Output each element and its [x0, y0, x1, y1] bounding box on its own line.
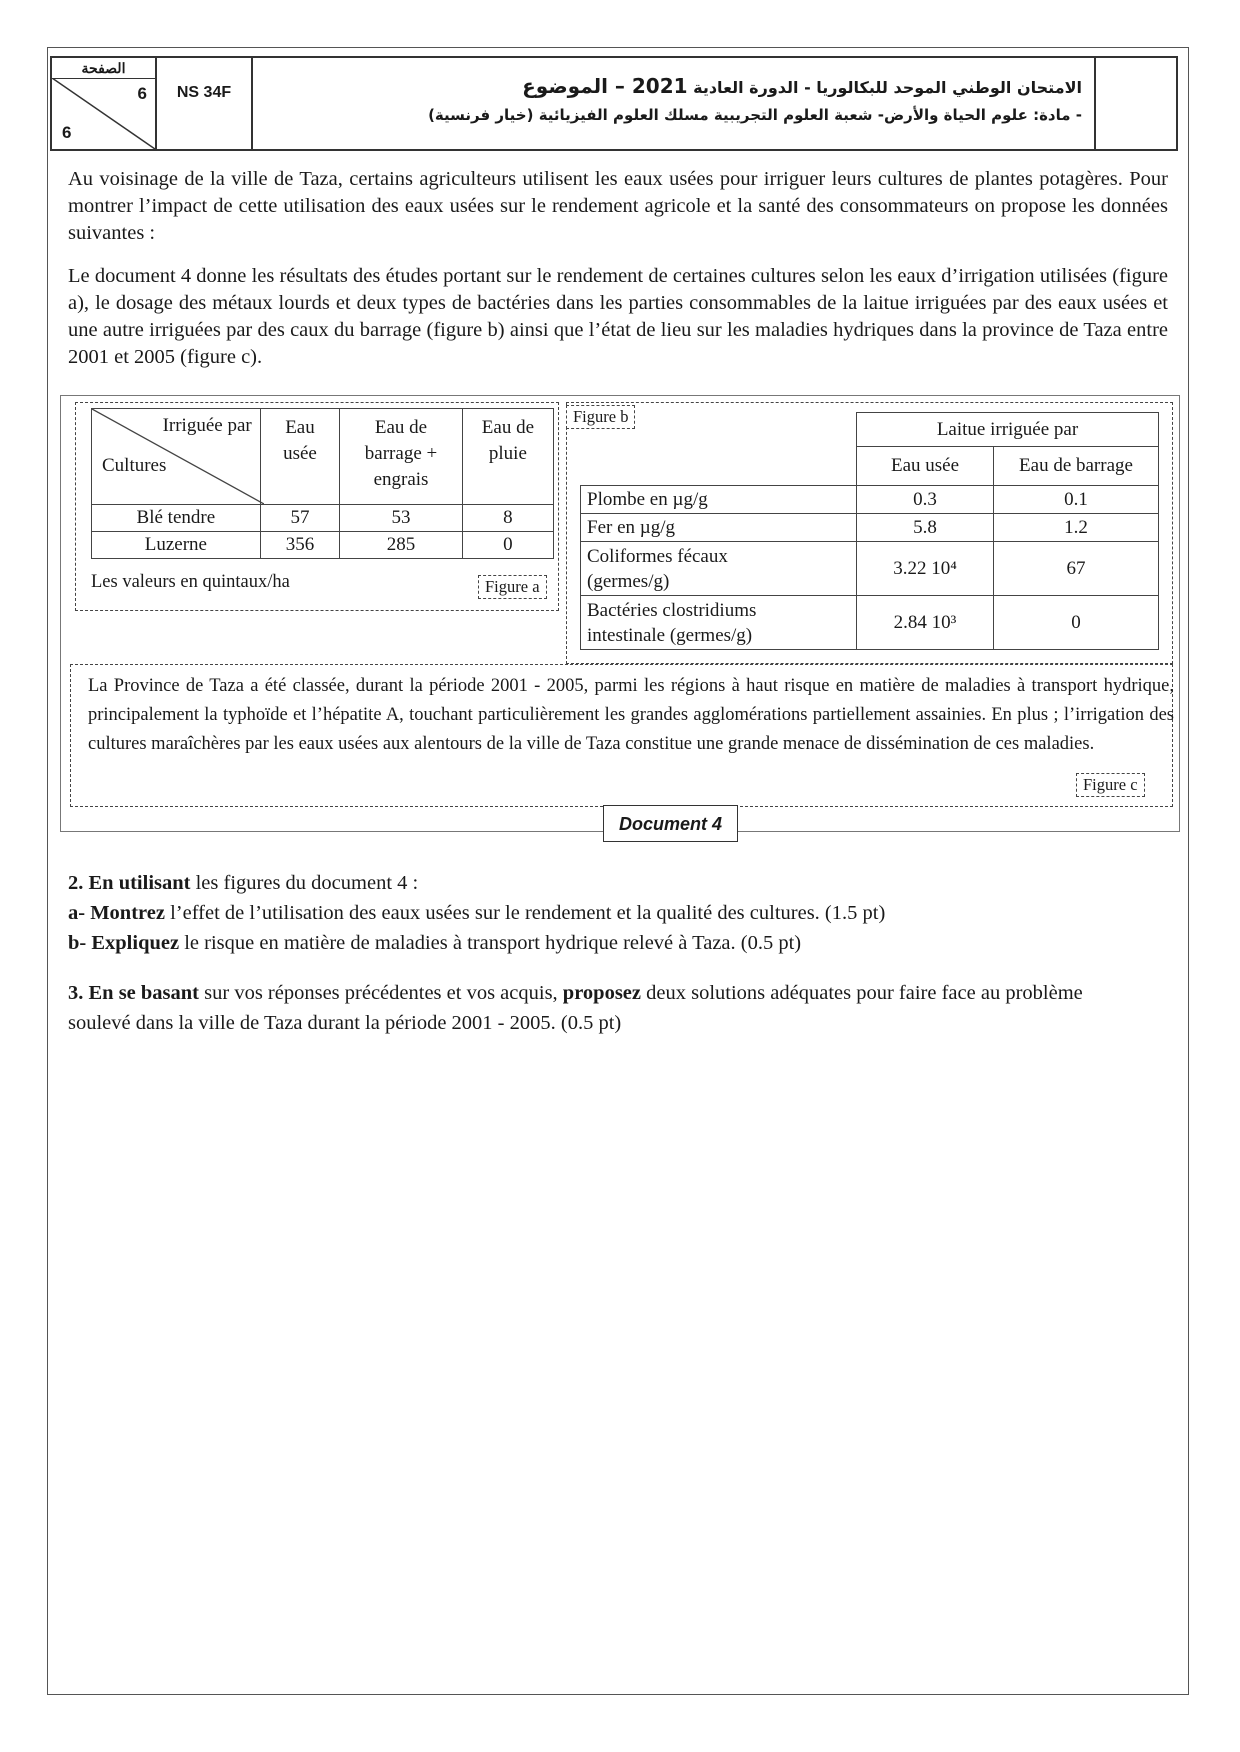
table-row	[92, 505, 554, 532]
figure-b-table	[580, 412, 1159, 650]
exam-title-line2: - مادة: علوم الحياة والأرض- شعبة العلوم التجريبية مسلك العلوم الفيزيائية (خيار فرنسية)	[428, 106, 1082, 124]
row-name: Plombe en µg/g	[581, 486, 857, 514]
figure-a-label: Figure a	[478, 575, 547, 599]
cell-value: 0	[994, 596, 1159, 650]
intro-paragraph-1: Au voisinage de la ville de Taza, certains agriculteurs utilisent les eaux usées pour irriguer leurs cultures de plantes potagères. Pour montrer l’impact de cette utilisation des eaux usées sur le rendement agricole et la santé des consommateurs on propose les données suivantes :	[68, 168, 1168, 244]
question-2a: a- Montrez l’effet de l’utilisation des eaux usées sur le rendement et la qualité des cultures. (1.5 pt)	[68, 902, 886, 924]
cell-value: 67	[994, 542, 1159, 596]
figure-b-label: Figure b	[566, 405, 635, 429]
header-blank-cell	[1096, 58, 1176, 149]
col-header: Eau de barrage + engrais	[340, 409, 463, 505]
cell-value: 0.3	[857, 486, 994, 514]
table-row	[581, 542, 1159, 596]
corner-top-label: Irriguée par	[162, 415, 252, 436]
exam-code: NS 34F	[157, 58, 253, 149]
corner-bottom-label: Cultures	[102, 455, 167, 476]
row-name: Blé tendre	[92, 505, 261, 532]
group-header: Laitue irriguée par	[857, 413, 1159, 447]
question-2: 2. En utilisant les figures du document 4 :	[68, 872, 419, 894]
cell-value: 0	[462, 532, 553, 559]
row-name: Luzerne	[92, 532, 261, 559]
question-3: 3. En se basant sur vos réponses précédentes et vos acquis, proposez deux solutions adéquates pour faire face au problème soulevé dans la ville de Taza durant la période 2001 - 2005. (0.5 pt)	[68, 982, 1083, 1034]
exam-title	[253, 58, 1096, 149]
row-name: Bactéries clostridiums intestinale (germes/g)	[581, 596, 857, 650]
page-label: الصفحة	[52, 58, 155, 79]
figure-c-label: Figure c	[1076, 773, 1145, 797]
table-row	[581, 596, 1159, 650]
cell-value: 2.84 10³	[857, 596, 994, 650]
question-2b: b- Expliquez le risque en matière de maladies à transport hydrique relevé à Taza. (0.5 pt)	[68, 932, 802, 954]
cell-value: 3.22 10⁴	[857, 542, 994, 596]
table-row	[581, 486, 1159, 514]
cell-value: 0.1	[994, 486, 1159, 514]
intro-paragraph-2: Le document 4 donne les résultats des études portant sur le rendement de certaines cultures selon les eaux d’irrigation utilisées (figure a), le dosage des métaux lourds et deux types de bactéries dans les parties consommables de la laitue irriguées par des eaux usées et une autre irriguées par des caux du barrage (figure b) ainsi que l’état de lieu sur les maladies hydriques dans la province de Taza entre 2001 et 2005 (figure c).	[68, 265, 1168, 368]
figure-a-corner	[92, 409, 261, 505]
page-number-box	[52, 58, 157, 149]
col-header: Eau usée	[260, 409, 340, 505]
cell-value: 1.2	[994, 514, 1159, 542]
cell-value: 285	[340, 532, 463, 559]
col-header: Eau de pluie	[462, 409, 553, 505]
page-total: 6	[62, 123, 72, 142]
cell-value: 53	[340, 505, 463, 532]
figure-c-text: La Province de Taza a été classée, durant la période 2001 - 2005, parmi les régions à haut risque en matière de maladies à transport hydrique, principalement la typhoïde et l’hépatite A, touchant particulièrement les grandes agglomérations partiellement assainies. En plus ; l’irrigation des cultures maraîchères par les eaux usées aux alentours de la ville de Taza constitue une grande menace de dissémination de ces maladies.	[88, 676, 1174, 754]
col-header: Eau de barrage	[994, 447, 1159, 486]
table-row	[92, 532, 554, 559]
cell-value: 8	[462, 505, 553, 532]
row-name: Coliformes fécaux (germes/g)	[581, 542, 857, 596]
col-header: Eau usée	[857, 447, 994, 486]
table-row	[581, 514, 1159, 542]
row-name: Fer en µg/g	[581, 514, 857, 542]
document-4-label: Document 4	[603, 805, 738, 842]
cell-value: 57	[260, 505, 340, 532]
cell-value: 5.8	[857, 514, 994, 542]
figure-a-table	[91, 408, 554, 559]
exam-header	[50, 56, 1178, 151]
cell-value: 356	[260, 532, 340, 559]
figure-a-unit-note: Les valeurs en quintaux/ha	[91, 572, 290, 592]
exam-title-line1: الامتحان الوطني الموحد للبكالوريا - الدورة العادية 2021 – الموضوع	[522, 74, 1082, 98]
page-current: 6	[137, 84, 147, 103]
